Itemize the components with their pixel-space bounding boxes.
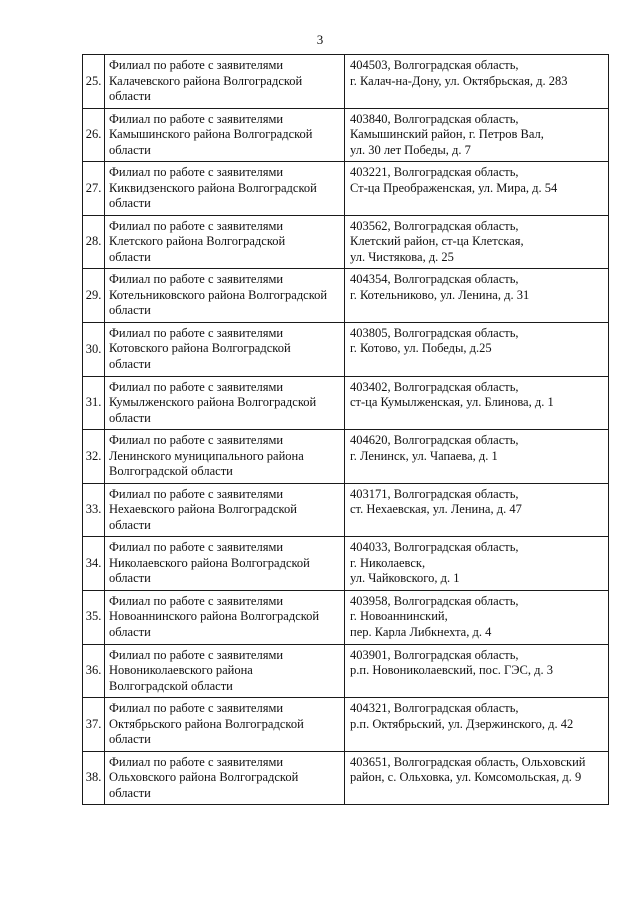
branch-address-line: 404503, Волгоградская область, bbox=[350, 58, 519, 72]
branch-name-cell bbox=[105, 590, 345, 644]
branch-name-line: Ольховского района Волгоградской bbox=[109, 770, 299, 785]
branch-address-cell bbox=[345, 215, 609, 269]
branch-address-line: 404620, Волгоградская область, bbox=[350, 433, 519, 448]
branch-name-line: Камышинского района Волгоградской bbox=[109, 127, 313, 142]
table-row bbox=[83, 108, 609, 162]
branch-name-line: Филиал по работе с заявителями bbox=[109, 379, 284, 394]
branch-name-cell bbox=[105, 108, 345, 162]
branch-name-cell bbox=[105, 215, 345, 269]
branch-address-cell bbox=[345, 162, 609, 216]
branch-name-line: области bbox=[109, 785, 151, 800]
branch-name-cell bbox=[105, 483, 345, 537]
branch-name-cell bbox=[105, 644, 345, 698]
branch-name-line: Новоаннинского района Волгоградской bbox=[109, 609, 320, 624]
branch-address-line: 403402, Волгоградская область, bbox=[350, 379, 519, 394]
branch-name-line: Филиал по работе с заявителями bbox=[109, 701, 284, 716]
branch-name-cell bbox=[105, 322, 345, 376]
branch-name-line: Филиал по работе с заявителями bbox=[109, 486, 284, 501]
branch-name-line: Кумылженского района Волгоградской bbox=[109, 395, 317, 410]
branch-name-line: Николаевского района Волгоградской bbox=[109, 555, 310, 570]
branch-address-line: Камышинский район, г. Петров Вал, bbox=[350, 127, 544, 142]
row-number: 28. bbox=[83, 215, 105, 269]
branch-address-cell bbox=[345, 698, 609, 752]
branch-name-line: Клетского района Волгоградской bbox=[109, 234, 286, 249]
branch-address-line: 404321, Волгоградская область, bbox=[350, 701, 519, 716]
branch-name-line: Филиал по работе с заявителями bbox=[109, 325, 284, 340]
branch-table bbox=[82, 54, 609, 805]
branch-name-line: области bbox=[109, 196, 151, 211]
row-number: 26. bbox=[83, 108, 105, 162]
branch-name-line: области bbox=[109, 249, 151, 264]
branch-name-cell bbox=[105, 162, 345, 216]
row-number: 33. bbox=[83, 483, 105, 537]
branch-address-line: пер. Карла Либкнехта, д. 4 bbox=[350, 624, 492, 639]
row-number: 37. bbox=[83, 698, 105, 752]
page-number: 3 bbox=[316, 32, 324, 47]
branch-address-line: 403171, Волгоградская область, bbox=[350, 486, 519, 501]
branch-name-line: Филиал по работе с заявителями bbox=[109, 754, 284, 769]
branch-name-line: Киквидзенского района Волгоградской bbox=[109, 180, 317, 195]
branch-name-line: Филиал по работе с заявителями bbox=[109, 272, 284, 287]
branch-address-line: 403840, Волгоградская область, bbox=[350, 111, 519, 126]
branch-name-cell bbox=[105, 376, 345, 430]
table-row bbox=[83, 483, 609, 537]
table-row bbox=[83, 698, 609, 752]
branch-address-cell bbox=[345, 644, 609, 698]
row-number: 27. bbox=[83, 162, 105, 216]
branch-address-line: 403221, Волгоградская область, bbox=[350, 165, 519, 180]
branch-name-line: Котельниковского района Волгоградской bbox=[109, 287, 328, 302]
branch-name-line: области bbox=[109, 624, 151, 639]
branch-address-line: 403901, Волгоградская область, bbox=[350, 647, 519, 662]
branch-name-cell bbox=[105, 55, 345, 109]
branch-name-line: Филиал по работе с заявителями bbox=[109, 165, 284, 180]
branch-address-line: Ст-ца Преображенская, ул. Мира, д. 54 bbox=[350, 180, 558, 195]
row-number: 29. bbox=[83, 269, 105, 323]
branch-name-line: области bbox=[109, 410, 151, 425]
table-row bbox=[83, 751, 609, 805]
table-row bbox=[83, 376, 609, 430]
branch-address-cell bbox=[345, 55, 609, 109]
row-number: 31. bbox=[83, 376, 105, 430]
branch-address-line: 403562, Волгоградская область, bbox=[350, 218, 519, 233]
row-number: 35. bbox=[83, 590, 105, 644]
branch-address-line: ул. Чистякова, д. 25 bbox=[350, 249, 454, 264]
branch-address-line: 404354, Волгоградская область, bbox=[350, 272, 519, 287]
branch-name-line: области bbox=[109, 356, 151, 371]
branch-address-cell bbox=[345, 483, 609, 537]
table-row bbox=[83, 430, 609, 484]
branch-address-line: г. Котельниково, ул. Ленина, д. 31 bbox=[350, 287, 530, 302]
branch-address-line: р.п. Новониколаевский, пос. ГЭС, д. 3 bbox=[350, 663, 553, 678]
table-row bbox=[83, 590, 609, 644]
branch-name-line: Филиал по работе с заявителями bbox=[109, 433, 284, 448]
branch-name-line: области bbox=[109, 142, 151, 157]
row-number: 36. bbox=[83, 644, 105, 698]
branch-address-cell bbox=[345, 376, 609, 430]
branch-name-cell bbox=[105, 269, 345, 323]
branch-name-line: Нехаевского района Волгоградской bbox=[109, 502, 297, 517]
branch-name-line: Волгоградской области bbox=[109, 464, 233, 479]
table-row bbox=[83, 322, 609, 376]
branch-name-line: Филиал по работе с заявителями bbox=[109, 218, 284, 233]
row-number: 25. bbox=[83, 55, 105, 109]
branch-address-line: 404033, Волгоградская область, bbox=[350, 540, 519, 555]
branch-name-line: Филиал по работе с заявителями bbox=[109, 647, 284, 662]
branch-name-cell bbox=[105, 430, 345, 484]
branch-address-line: г. Ленинск, ул. Чапаева, д. 1 bbox=[350, 448, 498, 463]
branch-name-line: Филиал по работе с заявителями bbox=[109, 111, 284, 126]
branch-name-line: Котовского района Волгоградской bbox=[109, 341, 291, 356]
branch-address-line: г. Новоаннинский, bbox=[350, 609, 448, 624]
branch-name-line: области bbox=[109, 303, 151, 318]
branch-name-line: Волгоградской области bbox=[109, 678, 233, 693]
branch-table-body bbox=[83, 55, 609, 805]
row-number: 34. bbox=[83, 537, 105, 591]
branch-name-line: области bbox=[109, 89, 151, 103]
branch-name-line: Ленинского муниципального района bbox=[109, 448, 304, 463]
branch-address-line: г. Калач-на-Дону, ул. Октябрьская, д. 283 bbox=[350, 73, 568, 88]
row-number: 38. bbox=[83, 751, 105, 805]
branch-address-line: г. Котово, ул. Победы, д.25 bbox=[350, 341, 492, 356]
branch-address-cell bbox=[345, 322, 609, 376]
branch-address-line: Клетский район, ст-ца Клетская, bbox=[350, 234, 524, 249]
branch-address-cell bbox=[345, 751, 609, 805]
branch-address-line: ст-ца Кумылженская, ул. Блинова, д. 1 bbox=[350, 395, 554, 410]
branch-address-line: ул. 30 лет Победы, д. 7 bbox=[350, 142, 471, 157]
branch-name-line: Филиал по работе с заявителями bbox=[109, 593, 284, 608]
table-row bbox=[83, 55, 609, 109]
branch-name-line: области bbox=[109, 517, 151, 532]
branch-address-line: 403958, Волгоградская область, bbox=[350, 593, 519, 608]
branch-address-line: ст. Нехаевская, ул. Ленина, д. 47 bbox=[350, 502, 522, 517]
branch-name-line: Новониколаевского района bbox=[109, 663, 253, 678]
branch-address-line: 403805, Волгоградская область, bbox=[350, 325, 519, 340]
table-row bbox=[83, 162, 609, 216]
branch-name-cell bbox=[105, 698, 345, 752]
branch-address-cell bbox=[345, 108, 609, 162]
branch-name-line: Филиал по работе с заявителями bbox=[109, 58, 284, 72]
table-row bbox=[83, 644, 609, 698]
branch-address-cell bbox=[345, 590, 609, 644]
branch-address-line: ул. Чайковского, д. 1 bbox=[350, 571, 460, 586]
table-row bbox=[83, 215, 609, 269]
row-number: 32. bbox=[83, 430, 105, 484]
branch-name-line: области bbox=[109, 571, 151, 586]
branch-name-cell bbox=[105, 537, 345, 591]
branch-address-line: 403651, Волгоградская область, Ольховский bbox=[350, 754, 586, 769]
branch-name-line: области bbox=[109, 732, 151, 747]
branch-address-line: район, с. Ольховка, ул. Комсомольская, д. 9 bbox=[350, 770, 582, 785]
branch-address-line: р.п. Октябрьский, ул. Дзержинского, д. 42 bbox=[350, 716, 574, 731]
branch-name-line: Октябрьского района Волгоградской bbox=[109, 716, 304, 731]
branch-address-cell bbox=[345, 269, 609, 323]
branch-name-line: Калачевского района Волгоградской bbox=[109, 73, 303, 88]
branch-address-line: г. Николаевск, bbox=[350, 555, 426, 570]
branch-name-cell bbox=[105, 751, 345, 805]
branch-name-line: Филиал по работе с заявителями bbox=[109, 540, 284, 555]
row-number: 30. bbox=[83, 322, 105, 376]
branch-address-cell bbox=[345, 430, 609, 484]
branch-address-cell bbox=[345, 537, 609, 591]
table-row bbox=[83, 269, 609, 323]
table-row bbox=[83, 537, 609, 591]
